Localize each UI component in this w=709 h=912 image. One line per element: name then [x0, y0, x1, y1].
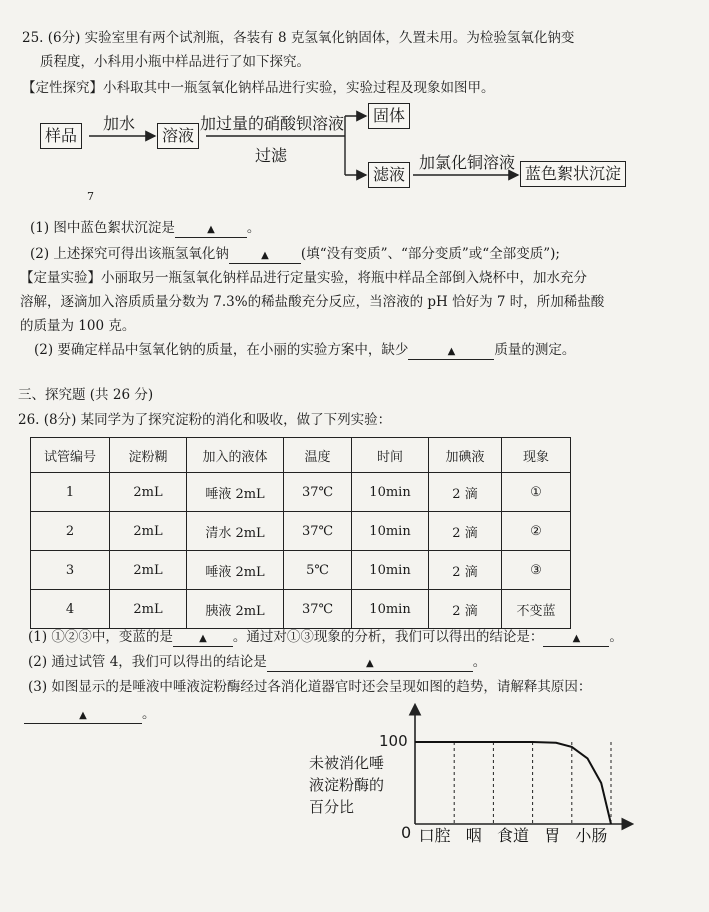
chart-category-label: 口腔 [418, 826, 451, 845]
chart-ylabel-line2: 液淀粉酶的 [309, 776, 385, 794]
q25-sub3-end: 质量的测定。 [494, 342, 576, 358]
chart-series-line [415, 742, 611, 824]
table-cell: 2 滴 [429, 512, 502, 551]
table-cell: 5℃ [284, 551, 352, 590]
flow-box-solution: 溶液 [157, 123, 199, 149]
flow-label-filter: 过滤 [255, 146, 288, 165]
q26-sub1-end: 。 [609, 629, 623, 645]
table-cell: ② [502, 512, 571, 551]
section-title: 三、探究题 (共 26 分) [18, 387, 154, 403]
flow-box-sample: 样品 [40, 123, 82, 149]
q25-sub1-text: (1) 图中蓝色絮状沉淀是 [30, 220, 175, 236]
answer-blank[interactable]: ▲ [24, 709, 142, 724]
q25-stem-line1: 25. (6分) 实验室里有两个试剂瓶，各装有 8 克氢氧化钠固体，久置未用。为检验氢氧化钠变 [22, 30, 575, 46]
table-cell: 2mL [110, 590, 187, 629]
chart-category-label: 食道 [496, 826, 530, 845]
q26-sub1-text-b: 。通过对①③现象的分析，我们可以得出的结论是： [232, 629, 544, 645]
table-cell: 10min [352, 590, 429, 629]
chart-origin-label: 0 [401, 823, 412, 842]
chart-ylabel-line1: 未被消化唾 [309, 754, 385, 772]
q26-sub1 [28, 627, 623, 647]
table-cell: ① [502, 473, 571, 512]
q25-sub1 [30, 218, 260, 238]
flow-label-add-cucl2: 加氯化铜溶液 [419, 153, 516, 172]
answer-blank[interactable]: ▲ [408, 345, 494, 360]
table-row [31, 473, 571, 512]
table-cell: 10min [352, 473, 429, 512]
q25-qualitative-title: 【定性探究】小科取其中一瓶氢氧化钠样品进行实验，实验过程及现象如图甲。 [22, 80, 495, 96]
table-cell: 10min [352, 551, 429, 590]
chart-category-label: 咽 [465, 826, 482, 845]
q26-stem: 26. (8分) 某同学为了探究淀粉的消化和吸收，做了下列实验： [18, 412, 392, 428]
chart-category-label: 小肠 [575, 826, 608, 845]
table-header-cell: 加入的液体 [187, 438, 284, 473]
table-cell: 2mL [110, 512, 187, 551]
table-header-cell: 现象 [502, 438, 571, 473]
table-cell: 37℃ [284, 512, 352, 551]
chart-ylabel-line3: 百分比 [309, 798, 355, 816]
table-cell: 37℃ [284, 590, 352, 629]
q25-sub3 [34, 340, 575, 360]
flow-box-solid: 固体 [368, 103, 410, 129]
table-header-row [31, 438, 571, 473]
q26-sub2-end: 。 [472, 654, 487, 670]
table-cell: 10min [352, 512, 429, 551]
q25-quant-line3: 的质量为 100 克。 [20, 318, 136, 334]
table-row [31, 590, 571, 629]
q25-quant-line2: 溶解，逐滴加入溶质质量分数为 7.3%的稀盐酸充分反应，当溶液的 pH 恰好为 7 时，所加稀盐酸 [20, 294, 605, 310]
answer-blank[interactable]: ▲ [543, 632, 609, 647]
q25-sub2-text: (2) 上述探究可得出该瓶氢氧化钠 [30, 246, 229, 262]
q26-sub3-end: 。 [142, 706, 156, 722]
table-header-cell: 淀粉糊 [110, 438, 187, 473]
flow-label-add-water: 加水 [103, 114, 136, 133]
table-cell: 清水 2mL [187, 512, 284, 551]
table-cell: 2 滴 [429, 551, 502, 590]
answer-blank[interactable]: ▲ [267, 657, 473, 672]
table-cell: ③ [502, 551, 571, 590]
stray-mark: 7 [87, 190, 94, 203]
table-cell: 不变蓝 [502, 590, 571, 629]
chart-y-tick-100: 100 [379, 732, 408, 750]
q25-stem-line2: 质程度，小科用小瓶中样品进行了如下探究。 [40, 54, 310, 70]
q26-sub1-text-a: (1) ①②③中，变蓝的是 [28, 629, 173, 645]
table-cell: 3 [31, 551, 110, 590]
table-cell: 1 [31, 473, 110, 512]
q25-sub3-text: (2) 要确定样品中氢氧化钠的质量，在小丽的实验方案中，缺少 [34, 342, 409, 358]
q25-sub2 [30, 244, 560, 264]
answer-blank[interactable]: ▲ [173, 632, 233, 647]
table-header-cell: 试管编号 [31, 438, 110, 473]
q26-sub3: (3) 如图显示的是唾液中唾液淀粉酶经过各消化道器官时还会呈现如图的趋势，请解释其原因： [28, 679, 592, 695]
table-cell: 2mL [110, 473, 187, 512]
answer-blank[interactable]: ▲ [229, 249, 301, 264]
chart-category-label: 胃 [544, 826, 561, 845]
answer-blank[interactable]: ▲ [175, 223, 247, 238]
q26-sub2-text: (2) 通过试管 4，我们可以得出的结论是 [28, 654, 267, 670]
table-row [31, 551, 571, 590]
q25-sub2-hint: (填“没有变质”、“部分变质”或“全部变质”); [300, 246, 560, 262]
table-cell: 2 滴 [429, 590, 502, 629]
table-row [31, 512, 571, 551]
table-cell: 胰液 2mL [187, 590, 284, 629]
table-header-cell: 加碘液 [429, 438, 502, 473]
table-cell: 4 [31, 590, 110, 629]
table-cell: 2mL [110, 551, 187, 590]
q26-sub3-answer [24, 704, 156, 724]
flow-label-add-reagent: 加过量的硝酸钡溶液 [200, 114, 345, 133]
q25-sub1-end: 。 [246, 220, 261, 236]
flow-box-filtrate: 滤液 [368, 162, 410, 188]
table-header-cell: 时间 [352, 438, 429, 473]
table-cell: 37℃ [284, 473, 352, 512]
q25-quant-line1: 【定量实验】小丽取另一瓶氢氧化钠样品进行定量实验，将瓶中样品全部倒入烧杯中，加水充分 [20, 270, 587, 286]
table-cell: 2 [31, 512, 110, 551]
experiment-table [30, 437, 571, 629]
table-cell: 2 滴 [429, 473, 502, 512]
q26-sub2 [28, 652, 486, 672]
table-cell: 唾液 2mL [187, 473, 284, 512]
flow-box-precipitate: 蓝色絮状沉淀 [520, 161, 626, 187]
table-cell: 唾液 2mL [187, 551, 284, 590]
table-header-cell: 温度 [284, 438, 352, 473]
